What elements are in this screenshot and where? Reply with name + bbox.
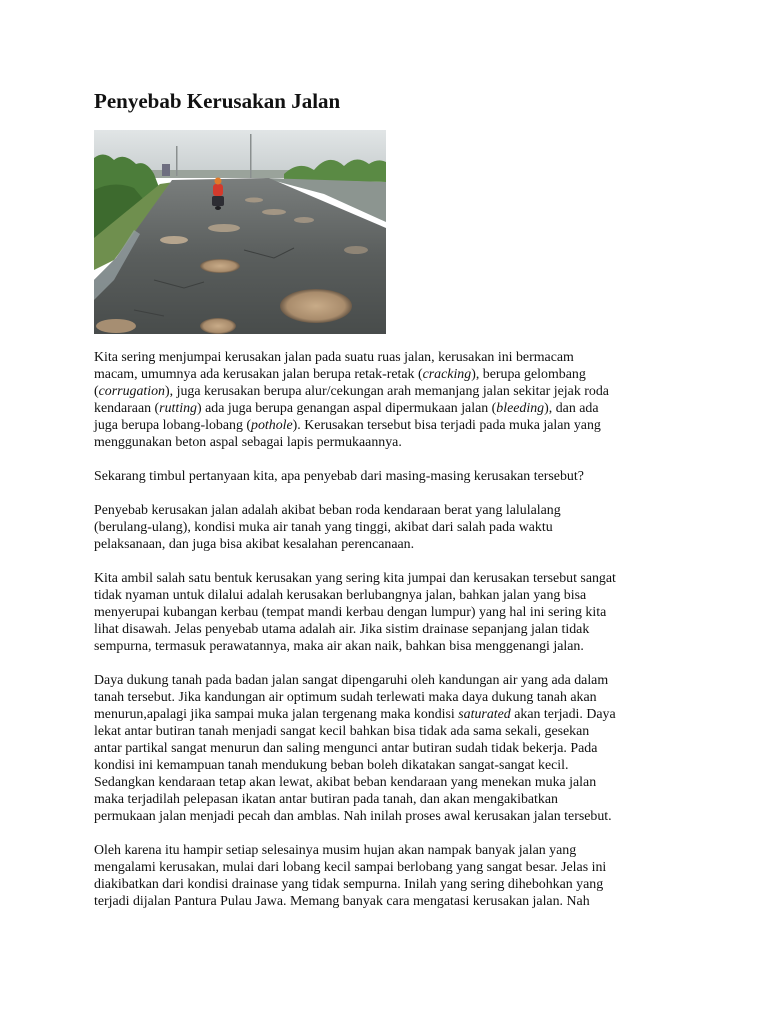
pothole — [160, 236, 188, 244]
text-run: terjadi dijalan Pantura Pulau Jawa. Memang banyak cara mengatasi kerusakan jalan. Nah — [94, 894, 590, 909]
text-line — [94, 587, 694, 604]
text-run: maka terjadilah pelepasan ikatan antar butiran pada tanah, dan akan mengakibatkan — [94, 792, 558, 807]
text-line — [94, 757, 694, 774]
text-run: ), dan ada — [544, 401, 599, 416]
text-run: macam, umumnya ada kerusakan jalan berupa retak-retak ( — [94, 367, 423, 382]
text-line — [94, 859, 694, 876]
paragraph — [94, 468, 694, 485]
text-line — [94, 349, 694, 366]
text-run: diakibatkan dari kondisi drainase yang tidak sempurna. Inilah yang sering dihebohkan yang — [94, 877, 604, 892]
text-line — [94, 604, 694, 621]
text-run: kendaraan ( — [94, 401, 160, 416]
text-run: lihat disawah. Jelas penyebab utama adalah air. Jika sistim drainase sepanjang jalan tidak — [94, 622, 590, 637]
text-run: Oleh karena itu hampir setiap selesainya musim hujan akan nampak banyak jalan yang — [94, 843, 577, 858]
paragraph-gap — [94, 825, 694, 842]
paragraph-gap — [94, 451, 694, 468]
text-line — [94, 706, 694, 723]
paragraph — [94, 842, 694, 910]
pothole — [200, 259, 240, 273]
text-run: ) ada juga berupa genangan aspal dipermukaan jalan ( — [197, 401, 497, 416]
text-run: Daya dukung tanah pada badan jalan sangat dipengaruhi oleh kandungan air yang ada dalam — [94, 673, 609, 688]
text-run: ), berupa gelombang — [471, 367, 586, 382]
text-run: lekat antar butiran tanah menjadi sangat kecil bahkan bisa tidak ada sama sekali, gesekan — [94, 724, 590, 739]
pothole — [262, 209, 286, 215]
text-line — [94, 876, 694, 893]
text-run: akan terjadi. Daya — [510, 707, 616, 722]
text-run: pelaksanaan, dan juga bisa akibat kesalahan perencanaan. — [94, 537, 415, 552]
text-run: Kita sering menjumpai kerusakan jalan pada suatu ruas jalan, kerusakan ini bermacam — [94, 350, 574, 365]
paragraph — [94, 672, 694, 825]
text-line — [94, 434, 694, 451]
pothole — [200, 318, 236, 334]
text-run: menyerupai kubangan kerbau (tempat mandi kerbau dengan lumpur) yang hal ini sering kita — [94, 605, 607, 620]
text-run: menggunakan beton aspal sebagai lapis permukaannya. — [94, 435, 402, 450]
paragraph-gap — [94, 485, 694, 502]
paragraph — [94, 502, 694, 553]
paragraph — [94, 570, 694, 655]
paragraph-gap — [94, 553, 694, 570]
text-line — [94, 570, 694, 587]
text-line — [94, 383, 694, 400]
italic-term: pothole — [251, 418, 293, 433]
text-line — [94, 536, 694, 553]
text-run: tidak nyaman untuk dilalui adalah kerusakan berlubangnya jalan, bahkan jalan yang bisa — [94, 588, 587, 603]
text-run: ). Kerusakan tersebut bisa terjadi pada muka jalan yang — [292, 418, 601, 433]
text-run: antar partikal sangat menurun dan saling mengunci antar butiran sudah tidak bekerja. Pada — [94, 741, 598, 756]
text-run: kondisi ini kemampuan tanah mendukung beban boleh dikatakan sangat-sangat kecil. — [94, 758, 569, 773]
text-run: sempurna, termasuk perawatannya, maka air akan naik, bahkan bisa menggenangi jalan. — [94, 639, 584, 654]
distant-truck — [162, 164, 170, 176]
text-line — [94, 672, 694, 689]
pothole-large — [280, 289, 352, 323]
text-run: (berulang-ulang), kondisi muka air tanah yang tinggi, akibat dari salah pada waktu — [94, 520, 553, 535]
italic-term: bleeding — [496, 401, 545, 416]
article-body — [94, 349, 694, 910]
text-line — [94, 808, 694, 825]
italic-term: rutting — [159, 401, 197, 416]
pothole-road-image — [94, 130, 386, 334]
text-run: juga berupa lobang-lobang ( — [94, 418, 251, 433]
pothole — [208, 224, 240, 232]
text-line — [94, 638, 694, 655]
text-line — [94, 893, 694, 910]
text-run: Sekarang timbul pertanyaan kita, apa penyebab dari masing-masing kerusakan tersebut? — [94, 469, 584, 484]
text-line — [94, 621, 694, 638]
italic-term: cracking — [422, 367, 472, 382]
text-line — [94, 774, 694, 791]
text-line — [94, 468, 694, 485]
paragraph — [94, 349, 694, 451]
text-run: ( — [94, 384, 99, 399]
text-run: tanah tersebut. Jika kandungan air optimum sudah terlewati maka daya dukung tanah akan — [94, 690, 597, 705]
text-run: permukaan jalan menjadi pecah dan amblas. Nah inilah proses awal kerusakan jalan tersebut. — [94, 809, 612, 824]
text-run: menurun,apalagi jika sampai muka jalan tergenang maka kondisi — [94, 707, 459, 722]
text-line — [94, 791, 694, 808]
text-line — [94, 689, 694, 706]
road-photo — [94, 130, 386, 334]
page-title: Penyebab Kerusakan Jalan — [94, 89, 341, 113]
italic-term: saturated — [458, 707, 511, 722]
text-line — [94, 723, 694, 740]
text-run: ), juga kerusakan berupa alur/cekungan arah memanjang jalan sekitar jejak roda — [165, 384, 609, 399]
text-run: Sedangkan kendaraan tetap akan lewat, akibat beban kendaraan yang menekan muka jalan — [94, 775, 597, 790]
text-line — [94, 740, 694, 757]
text-line — [94, 519, 694, 536]
text-run: mengalami kerusakan, mulai dari lobang kecil sampai berlobang yang sangat besar. Jelas ini — [94, 860, 607, 875]
text-line — [94, 842, 694, 859]
text-run: Penyebab kerusakan jalan adalah akibat beban roda kendaraan berat yang lalulalang — [94, 503, 561, 518]
text-run: Kita ambil salah satu bentuk kerusakan yang sering kita jumpai dan kerusakan tersebut sangat — [94, 571, 616, 586]
text-line — [94, 366, 694, 383]
text-line — [94, 502, 694, 519]
text-line — [94, 400, 694, 417]
italic-term: corrugation — [98, 384, 166, 399]
paragraph-gap — [94, 655, 694, 672]
text-line — [94, 417, 694, 434]
